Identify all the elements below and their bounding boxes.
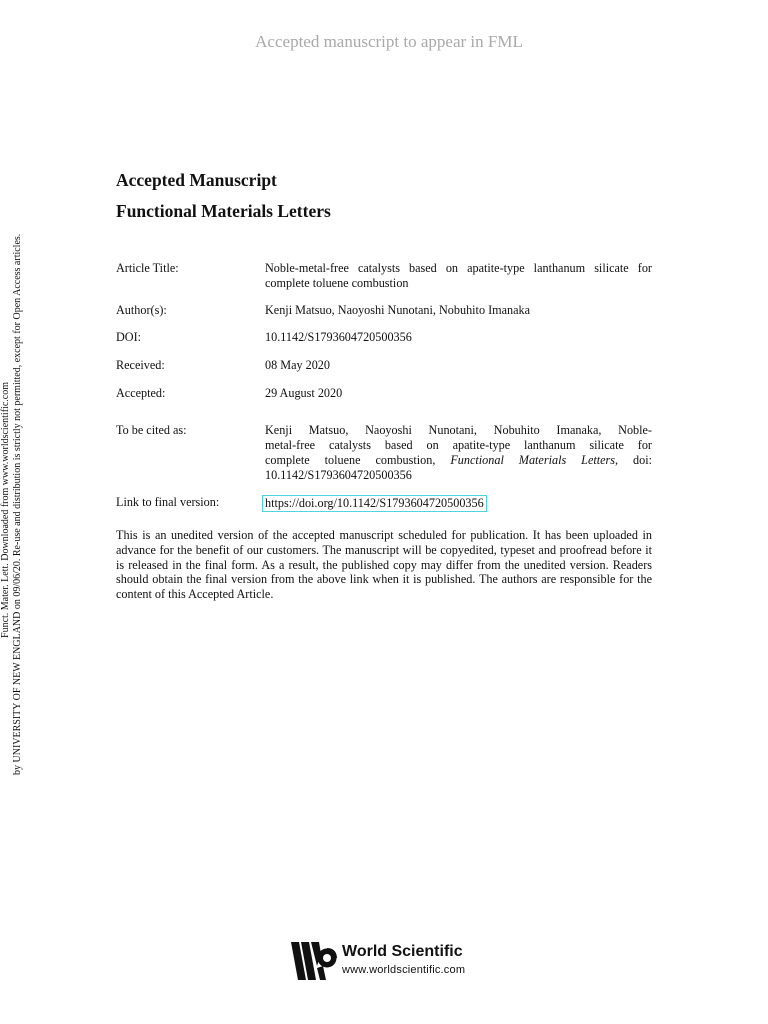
title-line-2: complete toluene combustion — [265, 276, 409, 290]
citation-line-4: 10.1142/S1793604720500356 — [265, 468, 412, 482]
meta-value-citation — [265, 423, 652, 483]
citation-line-3 — [265, 453, 652, 468]
world-scientific-logo — [290, 940, 490, 982]
citation-line-2: metal-free catalysts based on apatite-type lanthanum silicate for — [265, 438, 652, 452]
citation-line-1: Kenji Matsuo, Naoyoshi Nunotani, Nobuhito Imanaka, Noble- — [265, 423, 652, 437]
meta-label-accepted: Accepted: — [116, 386, 166, 400]
citation-journal: Functional Materials Letters — [450, 453, 616, 467]
world-scientific-emblem-icon — [290, 940, 338, 982]
unedited-notice: This is an unedited version of the accepted manuscript scheduled for publication. It has been uploaded in advance for the benefit of our customers. The manuscript will be copyedited, typeset and proofread before it is released in the final form. As a result, the published copy may differ from the unedited version. Readers should obtain the final version from the above link when it is published. The authors are responsible for the content of this Accepted Article. — [116, 528, 652, 602]
meta-label-received: Received: — [116, 358, 165, 372]
side-download-note — [0, 233, 34, 775]
final-version-link[interactable]: https://doi.org/10.1142/S1793604720500356 — [262, 495, 487, 512]
heading-accepted-manuscript: Accepted Manuscript — [116, 170, 277, 190]
meta-label-authors: Author(s): — [116, 303, 167, 317]
logo-url: www.worldscientific.com — [342, 964, 466, 976]
meta-value-title — [265, 261, 652, 291]
side-note-line-2: by UNIVERSITY OF NEW ENGLAND on 09/06/20. Re-use and distribution is strictly not permitted, except for Open Access articles. — [11, 233, 23, 775]
side-note-line-1: Funct. Mater. Lett. Downloaded from www.worldscientific.com — [0, 382, 11, 638]
meta-value-authors: Kenji Matsuo, Naoyoshi Nunotani, Nobuhito Imanaka — [265, 303, 531, 317]
title-line-1: Noble-metal-free catalysts based on apatite-type lanthanum silicate for — [265, 261, 652, 275]
citation-line-3-doi: , doi: — [615, 453, 652, 467]
logo-name: World Scientific — [342, 943, 463, 960]
header-note: Accepted manuscript to appear in FML — [255, 32, 523, 51]
meta-label-citation: To be cited as: — [116, 423, 187, 437]
meta-label-doi: DOI: — [116, 330, 142, 344]
heading-journal-name: Functional Materials Letters — [116, 201, 331, 221]
meta-value-doi: 10.1142/S1793604720500356 — [265, 330, 412, 344]
citation-line-3-text: complete toluene combustion, — [265, 453, 436, 467]
meta-value-link — [265, 495, 652, 512]
meta-value-accepted: 29 August 2020 — [265, 386, 343, 400]
meta-label-link: Link to final version: — [116, 495, 220, 509]
meta-value-received: 08 May 2020 — [265, 358, 330, 372]
meta-label-title: Article Title: — [116, 261, 179, 275]
